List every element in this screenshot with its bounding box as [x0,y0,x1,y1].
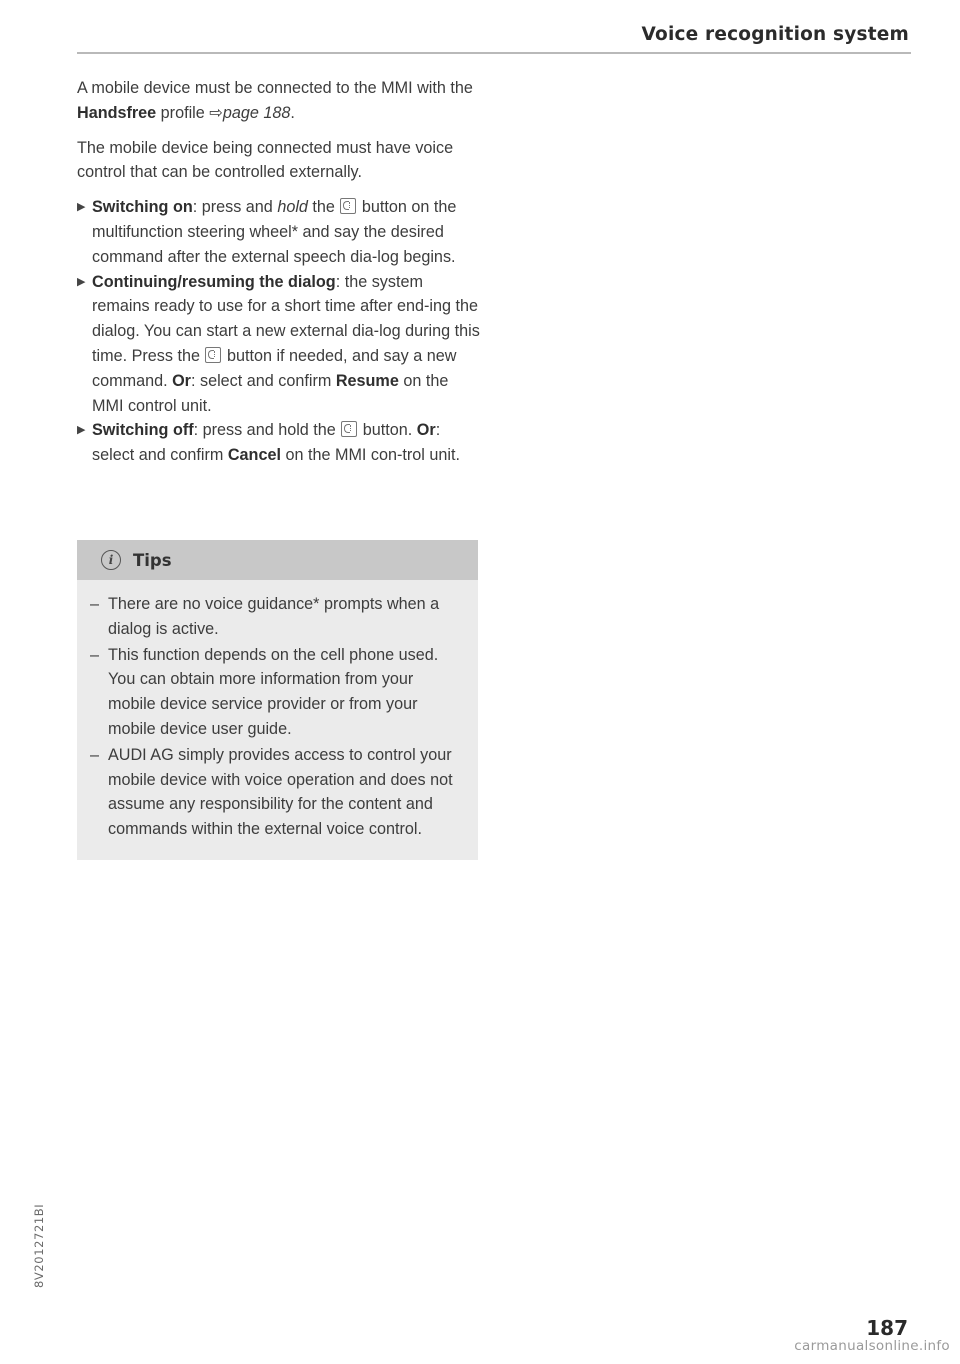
voice-button-icon [205,347,221,363]
intro-paragraph-1: A mobile device must be connected to the MMI with the Handsfree profile ⇨page 188. [77,79,473,122]
voice-button-icon [340,198,356,214]
triangle-right-icon: ▶ [77,275,86,288]
voice-button-icon [341,421,357,437]
tip-item: – This function depends on the cell phone used. You can obtain more information from your mobile device service provider or from your mobile device user guide. [90,643,464,742]
tip-item: – AUDI AG simply provides access to control your mobile device with voice operation and does not assume any responsibility for the content and commands within the external voice control. [90,743,464,842]
steps-list [77,195,481,468]
tip-item: – There are no voice guidance* prompts when a dialog is active. [90,592,464,642]
page-reference-link[interactable]: page 188 [222,103,291,122]
step-switching-on: ▶ Switching on: press and hold the button on the multifunction steering wheel* and say the desired command after the external speech dia-log begins. [77,195,481,269]
handsfree-term: Handsfree [77,103,157,122]
watermark-text: carmanualsonline.info [794,1338,950,1354]
tips-title: Tips [133,550,172,570]
triangle-right-icon: ▶ [77,424,86,437]
main-column [77,76,481,468]
section-title: Voice recognition system [641,24,909,45]
tips-list [77,580,478,842]
tips-box [77,540,478,860]
tips-header [77,540,478,580]
header-rule [77,52,911,54]
document-code: 8V2012721BI [32,1203,46,1288]
step-continuing-resuming: ▶ Continuing/resuming the dialog: the system remains ready to use for a short time after end-ing the dialog. You can start a new external dia-log during this time. Press the button if needed, and say a new command. Or: select and confirm Resume on the MMI control unit. [77,270,481,419]
page-ref-arrow-icon: ⇨ [209,103,223,122]
info-icon: i [101,550,121,570]
triangle-right-icon: ▶ [77,201,86,214]
intro-paragraph-2: The mobile device being connected must have voice control that can be controlled externally. [77,138,454,182]
page-number: 187 [866,1316,908,1340]
step-switching-off: ▶ Switching off: press and hold the button. Or: select and confirm Cancel on the MMI con-trol unit. [77,418,481,468]
